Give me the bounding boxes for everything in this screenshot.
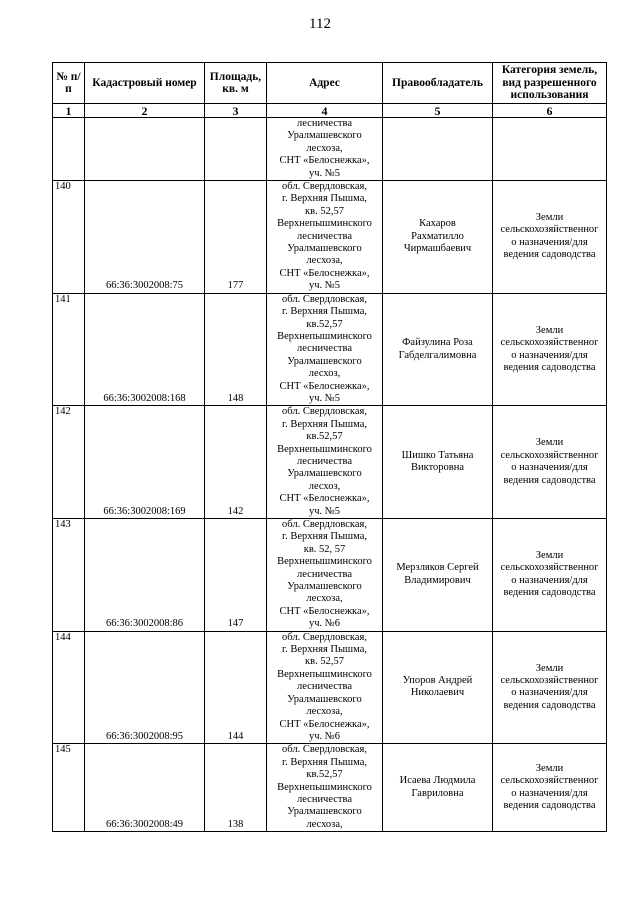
address-line: кв. 52, 57 (303, 543, 346, 555)
column-numbers-row (53, 104, 607, 118)
cell-number: 143 (53, 519, 85, 632)
cell-owner (383, 118, 493, 181)
address-line: Верхнепышминского (277, 218, 372, 230)
header-row (53, 63, 607, 104)
address-line: кв.52,57 (306, 431, 343, 443)
cell-category (493, 406, 607, 519)
category-line: ведения садоводства (503, 249, 596, 261)
cell-cadastral: 66:36:3002008:86 (85, 519, 205, 632)
address-line: г. Верхняя Пышма, (281, 531, 368, 543)
cell-area: 148 (205, 293, 267, 406)
cell-category (493, 744, 607, 832)
table-row (53, 293, 607, 406)
address-line: Уралмашевского (287, 693, 362, 705)
cell-area: 144 (205, 631, 267, 744)
header-cadastral: Кадастровый номер (85, 63, 205, 104)
category-line: сельскохозяйственног (500, 562, 599, 574)
category-line: Земли (535, 324, 564, 336)
address-line: уч. №6 (308, 618, 341, 630)
category-line: Земли (535, 662, 564, 674)
address-line: лесхоза, (306, 255, 343, 267)
address-line: лесхоза, (306, 142, 343, 154)
cell-address (267, 519, 383, 632)
cell-number: 141 (53, 293, 85, 406)
address-line: СНТ «Белоснежка», (279, 605, 370, 617)
address-line: уч. №5 (308, 505, 341, 517)
cell-area: 138 (205, 744, 267, 832)
address-line: Верхнепышминского (277, 443, 372, 455)
category-line: Земли (535, 762, 564, 774)
cell-area: 142 (205, 406, 267, 519)
column-number: 1 (53, 104, 85, 118)
cell-address (267, 181, 383, 294)
table-row (53, 181, 607, 294)
address-line: СНТ «Белоснежка», (279, 380, 370, 392)
category-line: ведения садоводства (503, 361, 596, 373)
owner-line: Файзулина Роза (402, 337, 473, 349)
address-line: Верхнепышминского (277, 781, 372, 793)
address-line: СНТ «Белоснежка», (279, 493, 370, 505)
cell-number: 144 (53, 631, 85, 744)
cell-owner (383, 519, 493, 632)
cell-owner (383, 406, 493, 519)
cell-owner (383, 744, 493, 832)
address-line: лесничества (297, 455, 352, 467)
owner-line: Владимирович (404, 574, 471, 586)
table-row (53, 744, 607, 832)
cell-category (493, 181, 607, 294)
owner-line: Шишко Татьяна (401, 449, 474, 461)
address-line: Верхнепышминского (277, 668, 372, 680)
address-line: лесничества (297, 568, 352, 580)
cell-cadastral: 66:36:3002008:95 (85, 631, 205, 744)
address-line: лесничества (297, 118, 352, 129)
address-line: Уралмашевского (287, 355, 362, 367)
address-line: лесхоз, (308, 368, 341, 380)
address-line: г. Верхняя Пышма, (281, 756, 368, 768)
land-registry-table (52, 62, 607, 832)
address-line: кв. 52,57 (305, 205, 344, 217)
address-line: СНТ «Белоснежка», (279, 155, 370, 167)
table-row (53, 519, 607, 632)
category-line: сельскохозяйственног (500, 224, 599, 236)
cell-number: 140 (53, 181, 85, 294)
address-line: Верхнепышминского (277, 330, 372, 342)
cell-owner (383, 293, 493, 406)
address-line: лесничества (297, 681, 352, 693)
address-line: кв. 52,57 (305, 656, 344, 668)
owner-line: Габделгалимовна (398, 349, 477, 361)
category-line: Земли (535, 550, 564, 562)
category-line: сельскохозяйственног (500, 449, 599, 461)
header-address: Адрес (267, 63, 383, 104)
address-line: уч. №6 (308, 730, 341, 742)
category-line: ведения садоводства (503, 800, 596, 812)
category-line: ведения садоводства (503, 474, 596, 486)
cell-area: 177 (205, 181, 267, 294)
address-line: обл. Свердловская, (282, 744, 367, 756)
category-line: о назначения/для (511, 349, 588, 361)
column-number: 5 (383, 104, 493, 118)
address-line: кв.52,57 (306, 318, 343, 330)
category-line: Земли (535, 212, 564, 224)
address-line: уч. №5 (308, 167, 341, 179)
cell-cadastral: 66:36:3002008:168 (85, 293, 205, 406)
address-line: Уралмашевского (287, 806, 362, 818)
category-line: сельскохозяйственног (500, 337, 599, 349)
cell-category (493, 519, 607, 632)
address-line: лесхоза, (306, 818, 343, 830)
cell-address (267, 744, 383, 832)
category-line: сельскохозяйственног (500, 775, 599, 787)
cell-area (205, 118, 267, 181)
cell-cadastral: 66:36:3002008:49 (85, 744, 205, 832)
header-owner: Правообладатель (383, 63, 493, 104)
category-line: о назначения/для (511, 462, 588, 474)
address-line: Уралмашевского (287, 468, 362, 480)
cell-area: 147 (205, 519, 267, 632)
address-line: лесничества (297, 343, 352, 355)
page-number: 112 (309, 16, 331, 32)
address-line: лесничества (297, 793, 352, 805)
cell-number: 145 (53, 744, 85, 832)
cell-number: 142 (53, 406, 85, 519)
table-row (53, 631, 607, 744)
category-line: ведения садоводства (503, 699, 596, 711)
owner-line: Викторовна (410, 462, 465, 474)
cell-number (53, 118, 85, 181)
cell-address (267, 293, 383, 406)
header-category: Категория земель, вид разрешенного использования (493, 63, 607, 104)
cell-address (267, 118, 383, 181)
owner-line: Исаева Людмила (399, 775, 476, 787)
address-line: обл. Свердловская, (282, 181, 367, 193)
category-line: о назначения/для (511, 687, 588, 699)
category-line: сельскохозяйственног (500, 675, 599, 687)
column-number: 3 (205, 104, 267, 118)
owner-line: Чирмашбаевич (403, 243, 472, 255)
column-number: 6 (493, 104, 607, 118)
address-line: лесничества (297, 230, 352, 242)
owner-line: Рахматилло (411, 230, 464, 242)
category-line: о назначения/для (511, 787, 588, 799)
continuation-row (53, 118, 607, 181)
address-line: обл. Свердловская, (282, 293, 367, 305)
address-line: кв.52,57 (306, 769, 343, 781)
address-line: Уралмашевского (287, 243, 362, 255)
address-line: обл. Свердловская, (282, 519, 367, 530)
address-line: Уралмашевского (287, 581, 362, 593)
address-line: лесхоза, (306, 706, 343, 718)
cell-owner (383, 631, 493, 744)
owner-line: Упоров Андрей (402, 675, 473, 687)
table-row (53, 406, 607, 519)
column-number: 2 (85, 104, 205, 118)
address-line: г. Верхняя Пышма, (281, 644, 368, 656)
address-line: лесхоз, (308, 480, 341, 492)
cell-address (267, 631, 383, 744)
address-line: г. Верхняя Пышма, (281, 306, 368, 318)
cell-cadastral: 66:36:3002008:75 (85, 181, 205, 294)
category-line: о назначения/для (511, 574, 588, 586)
address-line: уч. №5 (308, 392, 341, 404)
cell-category (493, 631, 607, 744)
address-line: Верхнепышминского (277, 556, 372, 568)
address-line: г. Верхняя Пышма, (281, 418, 368, 430)
cell-category (493, 293, 607, 406)
address-line: обл. Свердловская, (282, 406, 367, 418)
cell-address (267, 406, 383, 519)
category-line: ведения садоводства (503, 587, 596, 599)
category-line: Земли (535, 437, 564, 449)
owner-line: Кахаров (419, 218, 456, 230)
cell-cadastral: 66:36:3002008:169 (85, 406, 205, 519)
column-number: 4 (267, 104, 383, 118)
address-line: Уралмашевского (287, 130, 362, 142)
address-line: СНТ «Белоснежка», (279, 718, 370, 730)
category-line: о назначения/для (511, 236, 588, 248)
address-line: г. Верхняя Пышма, (281, 193, 368, 205)
cell-owner (383, 181, 493, 294)
address-line: лесхоза, (306, 593, 343, 605)
owner-line: Гавриловна (411, 787, 464, 799)
cell-category (493, 118, 607, 181)
address-line: СНТ «Белоснежка», (279, 267, 370, 279)
header-number: № п/п (53, 63, 85, 104)
address-line: уч. №5 (308, 280, 341, 292)
address-line: обл. Свердловская, (282, 631, 367, 643)
owner-line: Николаевич (410, 687, 465, 699)
header-area: Площадь, кв. м (205, 63, 267, 104)
owner-line: Мерзляков Сергей (396, 562, 479, 574)
cell-cadastral (85, 118, 205, 181)
